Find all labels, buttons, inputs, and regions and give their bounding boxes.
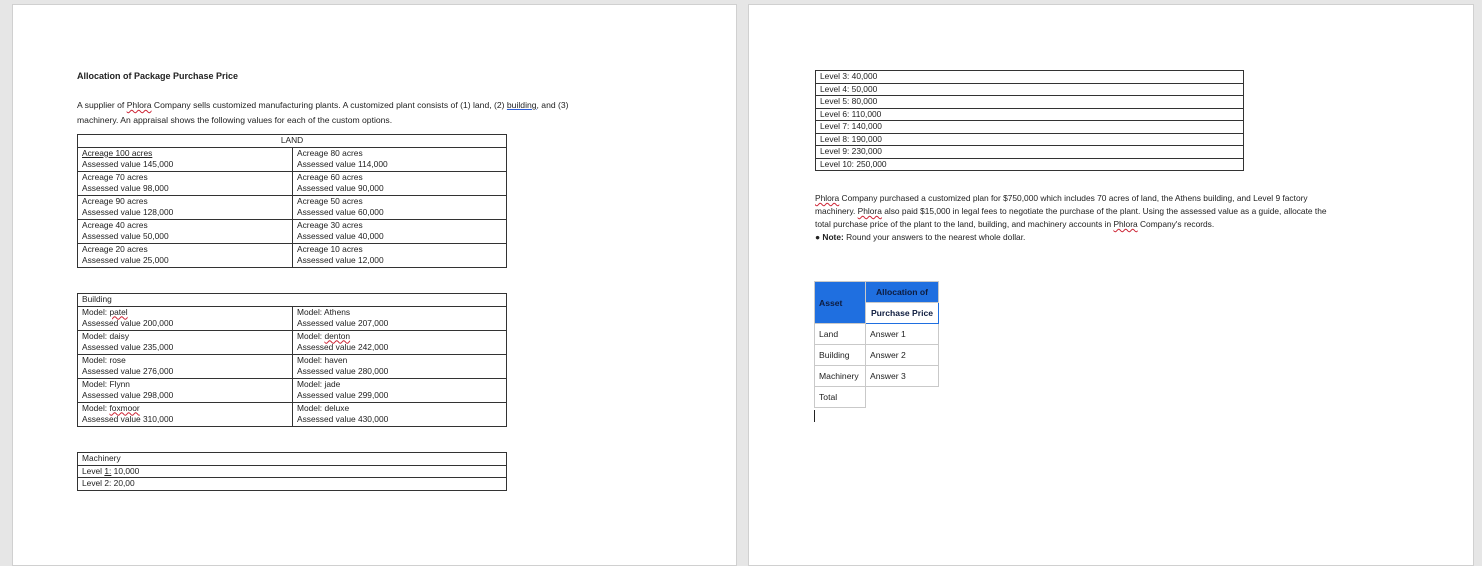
building-cell xyxy=(293,402,507,426)
building-value: Assessed value 235,000 xyxy=(82,342,174,352)
building-cell xyxy=(78,378,293,402)
building-value: Assessed value 299,000 xyxy=(297,390,389,400)
machinery-level: Level 4: 50,000 xyxy=(816,83,1244,96)
land-cell xyxy=(293,147,507,171)
document-page-2 xyxy=(748,4,1474,566)
land-cell xyxy=(78,243,293,267)
building-cell xyxy=(78,306,293,330)
building-cell xyxy=(293,330,507,354)
company-name: Phlora xyxy=(126,100,152,110)
machinery-level: Level 7: 140,000 xyxy=(816,121,1244,134)
building-model: Model: Flynn xyxy=(82,378,130,389)
land-value: Assessed value 25,000 xyxy=(82,255,169,265)
building-table xyxy=(77,293,507,427)
machinery-table xyxy=(77,452,507,491)
document-heading: Allocation of Package Purchase Price xyxy=(77,71,239,81)
asset-column-header: Asset xyxy=(815,282,866,324)
text-cursor xyxy=(814,410,815,422)
land-acreage: Acreage 100 acres xyxy=(82,147,153,158)
allocation-header-top: Allocation of xyxy=(866,282,939,303)
land-acreage: Acreage 80 acres xyxy=(297,147,363,158)
land-value: Assessed value 50,000 xyxy=(82,231,169,241)
land-value: Assessed value 90,000 xyxy=(297,183,384,193)
land-value: Assessed value 145,000 xyxy=(82,159,174,169)
company-name: Phlora xyxy=(1113,219,1138,229)
problem-text: machinery. xyxy=(815,206,858,216)
problem-paragraph xyxy=(815,192,1455,244)
building-cell xyxy=(78,330,293,354)
land-cell xyxy=(78,171,293,195)
land-cell xyxy=(293,195,507,219)
land-cell xyxy=(293,219,507,243)
note-text: Round your answers to the nearest whole dollar. xyxy=(843,232,1026,242)
building-cell xyxy=(78,402,293,426)
machinery-level: Level 1: 10,000 xyxy=(78,465,507,478)
land-acreage: Acreage 20 acres xyxy=(82,243,148,254)
land-value: Assessed value 12,000 xyxy=(297,255,384,265)
problem-text: Company's records. xyxy=(1137,219,1215,229)
building-value: Assessed value 242,000 xyxy=(297,342,389,352)
asset-cell: Building xyxy=(815,345,866,366)
company-name: Phlora xyxy=(857,206,882,216)
building-value: Assessed value 310,000 xyxy=(82,414,174,424)
building-model: Model: jade xyxy=(297,378,341,389)
land-value: Assessed value 98,000 xyxy=(82,183,169,193)
building-model: Model: rose xyxy=(82,354,126,365)
land-acreage: Acreage 70 acres xyxy=(82,171,148,182)
machinery-level: Level 8: 190,000 xyxy=(816,133,1244,146)
answer-input[interactable]: Answer 3 xyxy=(866,366,939,387)
building-header: Building xyxy=(78,294,507,307)
building-model: Model: haven xyxy=(297,354,348,365)
building-value: Assessed value 280,000 xyxy=(297,366,389,376)
intro-text: machinery. An appraisal shows the following values for each of the custom options. xyxy=(77,115,393,125)
total-answer[interactable] xyxy=(866,387,939,408)
building-value: Assessed value 207,000 xyxy=(297,318,389,328)
building-cell xyxy=(78,354,293,378)
answer-input[interactable]: Answer 1 xyxy=(866,324,939,345)
building-cell xyxy=(293,354,507,378)
land-cell xyxy=(293,171,507,195)
purchase-price-header: Purchase Price xyxy=(866,303,939,324)
land-value: Assessed value 114,000 xyxy=(297,159,388,169)
machinery-levels-table xyxy=(815,70,1244,171)
asset-cell: Land xyxy=(815,324,866,345)
problem-text: also paid $15,000 in legal fees to negotiate the purchase of the plant. Using the assessed value as a guide, allocate the xyxy=(881,206,1327,216)
machinery-header: Machinery xyxy=(78,453,507,466)
machinery-level: Level 6: 110,000 xyxy=(816,108,1244,121)
land-acreage: Acreage 90 acres xyxy=(82,195,148,206)
land-table xyxy=(77,134,507,268)
building-cell xyxy=(293,378,507,402)
land-cell xyxy=(78,147,293,171)
machinery-level: Level 10: 250,000 xyxy=(816,158,1244,171)
building-word: building xyxy=(506,100,537,110)
machinery-level: Level 2: 20,00 xyxy=(78,478,507,491)
machinery-level: Level 3: 40,000 xyxy=(816,71,1244,84)
building-model: Model: daisy xyxy=(82,330,130,341)
building-value: Assessed value 200,000 xyxy=(82,318,174,328)
land-value: Assessed value 40,000 xyxy=(297,231,384,241)
land-acreage: Acreage 50 acres xyxy=(297,195,363,206)
building-model: Model: denton xyxy=(297,330,351,341)
land-acreage: Acreage 40 acres xyxy=(82,219,148,230)
land-acreage: Acreage 10 acres xyxy=(297,243,363,254)
building-value: Assessed value 276,000 xyxy=(82,366,174,376)
allocation-table xyxy=(814,281,939,408)
machinery-level: Level 5: 80,000 xyxy=(816,96,1244,109)
intro-paragraph xyxy=(77,98,569,128)
asset-cell: Total xyxy=(815,387,866,408)
building-model: Model: foxmoor xyxy=(82,402,140,413)
building-model: Model: patel xyxy=(82,306,128,317)
answer-input[interactable]: Answer 2 xyxy=(866,345,939,366)
land-header: LAND xyxy=(78,135,507,148)
problem-text: total purchase price of the plant to the land, building, and machinery accounts in xyxy=(815,219,1114,229)
building-model: Model: deluxe xyxy=(297,402,350,413)
building-value: Assessed value 298,000 xyxy=(82,390,174,400)
intro-text: A supplier of xyxy=(77,100,127,110)
company-name: Phlora xyxy=(815,193,840,203)
land-value: Assessed value 128,000 xyxy=(82,207,174,217)
intro-text: , and (3) xyxy=(536,100,569,110)
asset-cell: Machinery xyxy=(815,366,866,387)
building-cell xyxy=(293,306,507,330)
building-value: Assessed value 430,000 xyxy=(297,414,389,424)
building-model: Model: Athens xyxy=(297,306,351,317)
land-cell xyxy=(78,219,293,243)
land-value: Assessed value 60,000 xyxy=(297,207,384,217)
land-cell xyxy=(293,243,507,267)
land-acreage: Acreage 30 acres xyxy=(297,219,363,230)
note-label: Note: xyxy=(822,232,844,242)
document-page-1 xyxy=(12,4,737,566)
bullet-icon: ● xyxy=(815,232,821,242)
intro-text: Company sells customized manufacturing plants. A customized plant consists of (1) land, (2) xyxy=(151,100,507,110)
problem-text: Company purchased a customized plan for $750,000 which includes 70 acres of land, the Athens building, and Level 9 factory xyxy=(839,193,1308,203)
land-cell xyxy=(78,195,293,219)
land-acreage: Acreage 60 acres xyxy=(297,171,363,182)
machinery-level: Level 9: 230,000 xyxy=(816,146,1244,159)
